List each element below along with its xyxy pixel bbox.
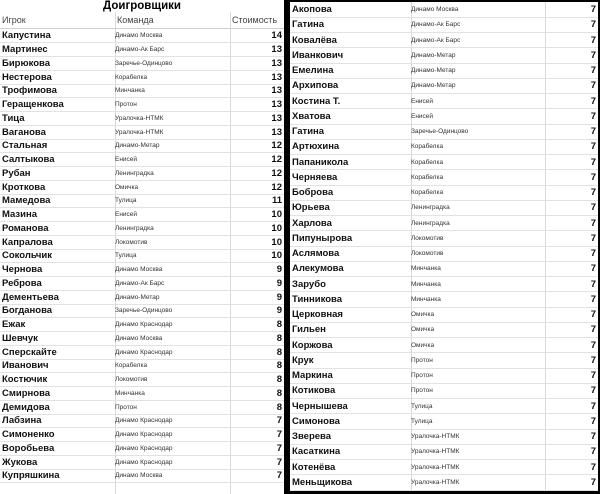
player-name: Смирнова — [0, 387, 115, 401]
player-name: Гильен — [290, 322, 411, 337]
team-name: Ленинградка — [411, 216, 545, 231]
left-sheet — [0, 0, 284, 494]
player-cost: 7 — [545, 368, 598, 383]
player-cost: 7 — [545, 338, 598, 353]
player-name: Шевчук — [0, 332, 115, 346]
team-name: Динамо Москва — [411, 2, 545, 17]
table-row — [290, 292, 598, 307]
player-cost: 7 — [230, 469, 284, 483]
player-name: Мартинес — [0, 43, 115, 57]
player-name: Костючик — [0, 373, 115, 387]
header-cost: Стоимость — [232, 15, 278, 25]
player-cost: 12 — [230, 167, 284, 181]
table-row — [290, 277, 598, 292]
player-cost: 14 — [230, 29, 284, 43]
table-row — [290, 170, 598, 185]
player-cost: 13 — [230, 43, 284, 57]
header-player: Игрок — [2, 15, 26, 25]
table-row — [0, 304, 284, 318]
player-cost: 7 — [230, 455, 284, 469]
table-row — [290, 200, 598, 215]
player-cost: 7 — [545, 63, 598, 78]
player-cost: 8 — [230, 400, 284, 414]
table-row — [290, 139, 598, 154]
table-row — [290, 475, 598, 490]
player-name: Иванович — [0, 359, 115, 373]
player-cost: 7 — [230, 442, 284, 456]
table-row — [0, 373, 284, 387]
team-name: Уралочка-НТМК — [411, 460, 545, 475]
player-cost: 7 — [230, 428, 284, 442]
table-row — [0, 235, 284, 249]
table-row — [290, 414, 598, 429]
table-row — [0, 84, 284, 98]
team-name: Динамо Краснодар — [115, 318, 230, 332]
table-row — [0, 194, 284, 208]
table-row — [290, 48, 598, 63]
player-cost: 10 — [230, 208, 284, 222]
team-name: Протон — [411, 383, 545, 398]
player-cost: 8 — [230, 359, 284, 373]
table-row — [290, 307, 598, 322]
table-row — [290, 353, 598, 368]
player-name: Тинникова — [290, 292, 411, 307]
team-name: Динамо Москва — [115, 263, 230, 277]
table-row — [0, 428, 284, 442]
player-name: Кроткова — [0, 180, 115, 194]
player-name: Юрьева — [290, 200, 411, 215]
table-row — [0, 222, 284, 236]
team-name: Минчанка — [411, 292, 545, 307]
table-row — [290, 2, 598, 17]
table-row — [0, 125, 284, 139]
player-name: Черняева — [290, 170, 411, 185]
player-cost: 12 — [230, 180, 284, 194]
player-name: Акопова — [290, 2, 411, 17]
player-cost: 7 — [545, 94, 598, 109]
table-row — [290, 185, 598, 200]
table-row — [0, 442, 284, 456]
player-cost: 7 — [545, 216, 598, 231]
player-cost: 8 — [230, 318, 284, 332]
player-name: Стальная — [0, 139, 115, 153]
player-cost: 7 — [545, 200, 598, 215]
table-row — [0, 112, 284, 126]
team-name: Енисей — [115, 153, 230, 167]
player-name: Сперскайте — [0, 345, 115, 359]
player-cost: 7 — [545, 2, 598, 17]
table-row — [0, 98, 284, 112]
player-cost: 8 — [230, 373, 284, 387]
table-row — [0, 387, 284, 401]
player-name: Жукова — [0, 455, 115, 469]
table-row — [290, 63, 598, 78]
team-name: Ленинградка — [115, 167, 230, 181]
team-name: Динамо-Ак Барс — [115, 43, 230, 57]
player-name: Симонова — [290, 414, 411, 429]
team-name: Корабелка — [411, 185, 545, 200]
player-name: Тица — [0, 112, 115, 126]
table-row — [0, 139, 284, 153]
player-cost: 8 — [230, 332, 284, 346]
table-row — [290, 231, 598, 246]
table-row — [0, 57, 284, 71]
player-name: Ковалёва — [290, 33, 411, 48]
table-row — [0, 277, 284, 291]
player-cost: 7 — [545, 292, 598, 307]
player-cost: 7 — [545, 475, 598, 490]
player-name: Рубан — [0, 167, 115, 181]
player-cost: 9 — [230, 263, 284, 277]
player-cost: 13 — [230, 70, 284, 84]
player-name: Геращенкова — [0, 98, 115, 112]
player-cost: 7 — [545, 33, 598, 48]
player-cost: 13 — [230, 112, 284, 126]
team-name: Динамо Краснодар — [115, 442, 230, 456]
team-name: Енисей — [411, 109, 545, 124]
table-row — [290, 216, 598, 231]
player-name: Зверева — [290, 429, 411, 444]
player-cost: 13 — [230, 57, 284, 71]
player-cost: 7 — [545, 277, 598, 292]
team-name: Протон — [411, 353, 545, 368]
table-row — [290, 444, 598, 459]
player-cost: 7 — [545, 124, 598, 139]
table-row — [0, 345, 284, 359]
team-name: Динамо-Ак Барс — [411, 33, 545, 48]
player-cost: 7 — [545, 322, 598, 337]
player-name: Ваганова — [0, 125, 115, 139]
player-name: Гатина — [290, 17, 411, 32]
team-name: Корабелка — [115, 359, 230, 373]
player-name: Чернова — [0, 263, 115, 277]
player-cost: 9 — [230, 290, 284, 304]
player-cost: 7 — [545, 231, 598, 246]
table-row — [0, 332, 284, 346]
player-cost: 10 — [230, 235, 284, 249]
player-cost: 13 — [230, 125, 284, 139]
team-name: Минчанка — [115, 84, 230, 98]
player-name: Гатина — [290, 124, 411, 139]
player-cost: 7 — [545, 460, 598, 475]
table-row — [290, 383, 598, 398]
table-row — [0, 263, 284, 277]
player-cost: 7 — [545, 399, 598, 414]
player-name: Аслямова — [290, 246, 411, 261]
player-name: Котикова — [290, 383, 411, 398]
table-row — [290, 33, 598, 48]
team-name: Корабелка — [411, 139, 545, 154]
team-name: Омичка — [411, 338, 545, 353]
player-cost: 7 — [545, 78, 598, 93]
table-row — [0, 455, 284, 469]
player-name: Ежак — [0, 318, 115, 332]
team-name: Динамо Краснодар — [115, 345, 230, 359]
player-cost: 7 — [545, 170, 598, 185]
player-name: Харлова — [290, 216, 411, 231]
table-row — [290, 460, 598, 475]
team-name: Енисей — [411, 94, 545, 109]
team-name: Динамо-Метар — [115, 290, 230, 304]
right-sheet — [290, 2, 598, 490]
player-name: Крук — [290, 353, 411, 368]
team-name: Корабелка — [411, 170, 545, 185]
player-name: Иванкович — [290, 48, 411, 63]
player-name: Капустина — [0, 29, 115, 43]
player-cost: 11 — [230, 194, 284, 208]
player-name: Архипова — [290, 78, 411, 93]
player-name: Зарубо — [290, 277, 411, 292]
player-cost: 7 — [545, 383, 598, 398]
table-row — [290, 322, 598, 337]
player-cost: 7 — [545, 155, 598, 170]
sheet-title: Доигровщики — [103, 0, 181, 12]
team-name: Заречье-Одинцово — [411, 124, 545, 139]
player-name: Маркина — [290, 368, 411, 383]
player-name: Бирюкова — [0, 57, 115, 71]
player-cost: 10 — [230, 222, 284, 236]
player-cost: 7 — [545, 109, 598, 124]
team-name: Динамо Краснодар — [115, 428, 230, 442]
table-row — [0, 400, 284, 414]
table-row — [290, 17, 598, 32]
table-row — [290, 94, 598, 109]
player-cost: 7 — [545, 185, 598, 200]
player-cost: 7 — [545, 429, 598, 444]
table-row — [0, 290, 284, 304]
player-cost: 7 — [545, 48, 598, 63]
player-name: Романова — [0, 222, 115, 236]
player-name: Мазина — [0, 208, 115, 222]
player-name: Алекумова — [290, 261, 411, 276]
team-name: Заречье-Одинцово — [115, 304, 230, 318]
player-name: Церковная — [290, 307, 411, 322]
player-name: Емелина — [290, 63, 411, 78]
team-name: Минчанка — [411, 261, 545, 276]
table-row — [290, 399, 598, 414]
table-row — [290, 246, 598, 261]
team-name: Динамо-Метар — [411, 63, 545, 78]
team-name: Минчанка — [411, 277, 545, 292]
player-name: Богданова — [0, 304, 115, 318]
player-cost: 8 — [230, 387, 284, 401]
team-name: Динамо-Ак Барс — [411, 17, 545, 32]
team-name: Динамо-Метар — [411, 78, 545, 93]
player-cost: 7 — [545, 139, 598, 154]
table-row — [0, 70, 284, 84]
player-name: Нестерова — [0, 70, 115, 84]
table-row — [290, 109, 598, 124]
player-name: Салтыкова — [0, 153, 115, 167]
player-cost: 8 — [230, 345, 284, 359]
team-name: Протон — [411, 368, 545, 383]
player-name: Трофимова — [0, 84, 115, 98]
player-cost: 13 — [230, 84, 284, 98]
team-name: Локомотив — [411, 246, 545, 261]
table-row — [290, 429, 598, 444]
player-name: Лабзина — [0, 414, 115, 428]
table-row — [0, 359, 284, 373]
team-name: Ленинградка — [115, 222, 230, 236]
player-name: Воробьева — [0, 442, 115, 456]
team-name: Корабелка — [411, 155, 545, 170]
team-name: Протон — [115, 400, 230, 414]
team-name: Динамо Москва — [115, 469, 230, 483]
team-name: Локомотив — [115, 373, 230, 387]
player-name: Боброва — [290, 185, 411, 200]
team-name: Енисей — [115, 208, 230, 222]
player-name: Мамедова — [0, 194, 115, 208]
team-name: Тулица — [115, 249, 230, 263]
team-name: Динамо-Метар — [115, 139, 230, 153]
team-name: Локомотив — [115, 235, 230, 249]
table-row — [0, 208, 284, 222]
player-name: Костина Т. — [290, 94, 411, 109]
player-cost: 10 — [230, 249, 284, 263]
player-name: Симоненко — [0, 428, 115, 442]
table-row — [0, 414, 284, 428]
team-name: Омичка — [411, 307, 545, 322]
table-row — [0, 167, 284, 181]
player-cost: 7 — [545, 414, 598, 429]
player-cost: 7 — [545, 246, 598, 261]
table-row — [290, 261, 598, 276]
player-name: Меньщикова — [290, 475, 411, 490]
table-row — [290, 155, 598, 170]
team-name: Динамо-Ак Барс — [115, 277, 230, 291]
left-table — [0, 29, 284, 483]
table-row — [290, 78, 598, 93]
team-name: Уралочка-НТМК — [411, 429, 545, 444]
player-name: Котенёва — [290, 460, 411, 475]
player-name: Папаникола — [290, 155, 411, 170]
team-name: Динамо-Метар — [411, 48, 545, 63]
player-cost: 12 — [230, 139, 284, 153]
team-name: Уралочка-НТМК — [115, 112, 230, 126]
player-name: Хватова — [290, 109, 411, 124]
team-name: Уралочка-НТМК — [411, 475, 545, 490]
player-cost: 13 — [230, 98, 284, 112]
team-name: Ленинградка — [411, 200, 545, 215]
team-name: Корабелка — [115, 70, 230, 84]
player-cost: 7 — [230, 414, 284, 428]
player-name: Чернышева — [290, 399, 411, 414]
table-row — [0, 180, 284, 194]
table-row — [290, 338, 598, 353]
team-name: Динамо Москва — [115, 29, 230, 43]
team-name: Тулица — [115, 194, 230, 208]
table-row — [0, 469, 284, 483]
player-name: Сокольчик — [0, 249, 115, 263]
right-sheet-frame — [288, 0, 600, 494]
team-name: Тулица — [411, 399, 545, 414]
player-cost: 9 — [230, 277, 284, 291]
table-row — [290, 124, 598, 139]
table-row — [0, 318, 284, 332]
player-cost: 7 — [545, 307, 598, 322]
team-name: Локомотив — [411, 231, 545, 246]
player-name: Купряшкина — [0, 469, 115, 483]
table-row — [0, 29, 284, 43]
right-table — [290, 2, 598, 491]
team-name: Динамо Москва — [115, 332, 230, 346]
player-name: Демидова — [0, 400, 115, 414]
player-cost: 7 — [545, 17, 598, 32]
team-name: Динамо Краснодар — [115, 414, 230, 428]
player-cost: 7 — [545, 353, 598, 368]
player-name: Касаткина — [290, 444, 411, 459]
table-row — [0, 43, 284, 57]
team-name: Уралочка-НТМК — [115, 125, 230, 139]
team-name: Минчанка — [115, 387, 230, 401]
player-name: Дементьева — [0, 290, 115, 304]
team-name: Уралочка-НТМК — [411, 444, 545, 459]
player-cost: 12 — [230, 153, 284, 167]
player-name: Пипунырова — [290, 231, 411, 246]
header-team: Команда — [117, 15, 154, 25]
team-name: Заречье-Одинцово — [115, 57, 230, 71]
table-row — [290, 368, 598, 383]
team-name: Тулица — [411, 414, 545, 429]
player-name: Коржова — [290, 338, 411, 353]
team-name: Динамо Краснодар — [115, 455, 230, 469]
player-name: Реброва — [0, 277, 115, 291]
team-name: Омичка — [411, 322, 545, 337]
player-name: Артюхина — [290, 139, 411, 154]
player-name: Капралова — [0, 235, 115, 249]
team-name: Омичка — [115, 180, 230, 194]
team-name: Протон — [115, 98, 230, 112]
player-cost: 7 — [545, 444, 598, 459]
player-cost: 9 — [230, 304, 284, 318]
table-row — [0, 153, 284, 167]
player-cost: 7 — [545, 261, 598, 276]
table-row — [0, 249, 284, 263]
